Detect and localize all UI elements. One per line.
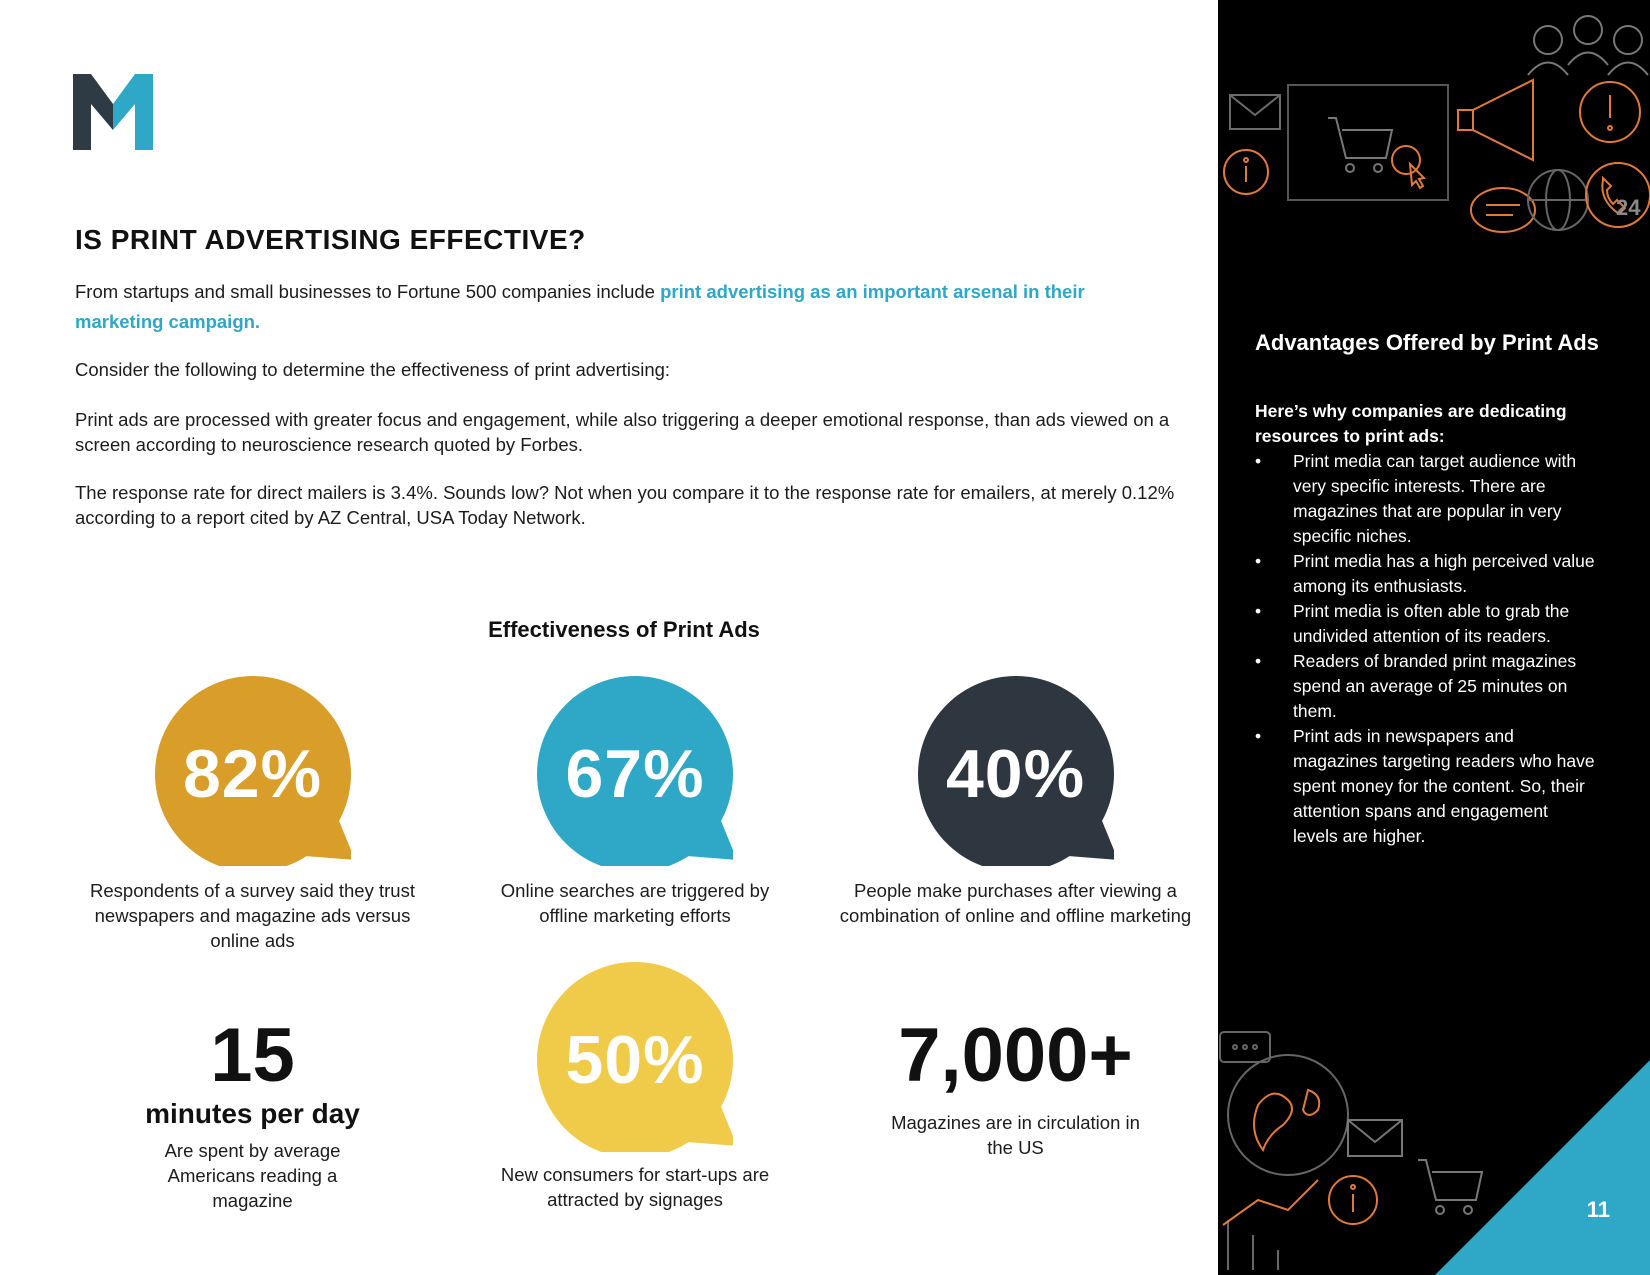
people-icon (1528, 16, 1648, 75)
stat-subtitle: minutes per day (145, 1098, 360, 1129)
phone-24-label: 24 (1616, 195, 1641, 220)
stat-value: 15 (210, 1013, 295, 1098)
stat-caption: Online searches are triggered by offline marketing efforts (500, 880, 770, 926)
speech-bubble-icon (537, 962, 733, 1152)
sidebar (1218, 0, 1650, 1275)
envelope-icon (1230, 95, 1280, 129)
marketing-icons-decoration (1218, 0, 1650, 250)
intro-text: From startups and small businesses to Fortune 500 companies include (75, 281, 661, 302)
stat-caption: New consumers for start-ups are attracted by signages (500, 1164, 770, 1210)
corner-accent-triangle (1435, 1060, 1650, 1275)
paragraph-neuroscience: Print ads are processed with greater focus and engagement, while also triggering a deeper emotional response, than ads viewed on a screen according to neuroscience research quoted by Forbes. (75, 409, 1170, 455)
intro-paragraph (75, 277, 1175, 337)
envelope-icon (1348, 1120, 1402, 1156)
stat-card (80, 676, 425, 953)
stat-caption: Respondents of a survey said they trust newspapers and magazine ads versus online ads (90, 880, 415, 951)
speech-bubble-icon (537, 676, 733, 866)
sidebar-intro: Here’s why companies are dedicating resources to print ads: (1255, 401, 1567, 446)
info-icon (1224, 150, 1268, 194)
globe-icon (1228, 1055, 1348, 1175)
page-number: 11 (1586, 1197, 1610, 1222)
stat-caption: Magazines are in circulation in the US (891, 1112, 1140, 1158)
globe-icon (1528, 170, 1588, 230)
info-icon (1329, 1176, 1377, 1224)
cursor-icon (1392, 146, 1424, 188)
sidebar-title: Advantages Offered by Print Ads (1255, 330, 1599, 355)
list-item: • Print media has a high perceived value among its enthusiasts. (1255, 549, 1595, 599)
stat-caption: People make purchases after viewing a combination of online and offline marketing (839, 880, 1192, 926)
list-item: • Readers of branded print magazines spend an average of 25 minutes on them. (1255, 649, 1595, 724)
list-item: • Print ads in newspapers and magazines targeting readers who have spent money for the content. So, their attention spans and engagement levels are higher. (1255, 724, 1595, 849)
alert-icon (1580, 82, 1640, 142)
stat-card (470, 676, 800, 928)
paragraph-response-rate: The response rate for direct mailers is 3.4%. Sounds low? Not when you compare it to the response rate for emailers, at merely 0.12% according to a report cited by AZ Central, USA Today Network. (75, 482, 1175, 528)
stat-card (470, 962, 800, 1212)
megaphone-icon (1458, 80, 1533, 160)
m-logo-icon (73, 74, 153, 150)
stat-value: 7,000+ (898, 1013, 1133, 1098)
cart-icon (1328, 118, 1392, 172)
intro-highlight: print advertising as an important arsenal in their marketing campaign. (75, 281, 1085, 332)
stat-card (838, 1013, 1193, 1160)
stat-caption: Are spent by average Americans reading a magazine (164, 1140, 341, 1211)
page-title: IS PRINT ADVERTISING EFFECTIVE? (75, 224, 586, 255)
stat-card (838, 676, 1193, 928)
chat-icon (1471, 188, 1535, 232)
monitor-outline (1288, 85, 1448, 200)
stat-value: 40% (945, 736, 1086, 812)
stat-value: 82% (182, 736, 323, 812)
speech-bubble-icon (918, 676, 1114, 866)
speech-bubble-icon (155, 676, 351, 866)
chat-icon (1220, 1032, 1270, 1062)
advantages-list (1255, 449, 1595, 849)
list-item: • Print media is often able to grab the undivided attention of its readers. (1255, 599, 1595, 649)
stat-value: 50% (565, 1022, 705, 1098)
paragraph-consider: Consider the following to determine the effectiveness of print advertising: (75, 359, 671, 380)
chart-icon (1223, 1180, 1318, 1270)
stat-value: 67% (565, 736, 705, 812)
stats-title: Effectiveness of Print Ads (488, 617, 760, 642)
stat-card (80, 1013, 425, 1213)
list-item: • Print media can target audience with very specific interests. There are magazines that are popular in very specific niches. (1255, 449, 1595, 549)
